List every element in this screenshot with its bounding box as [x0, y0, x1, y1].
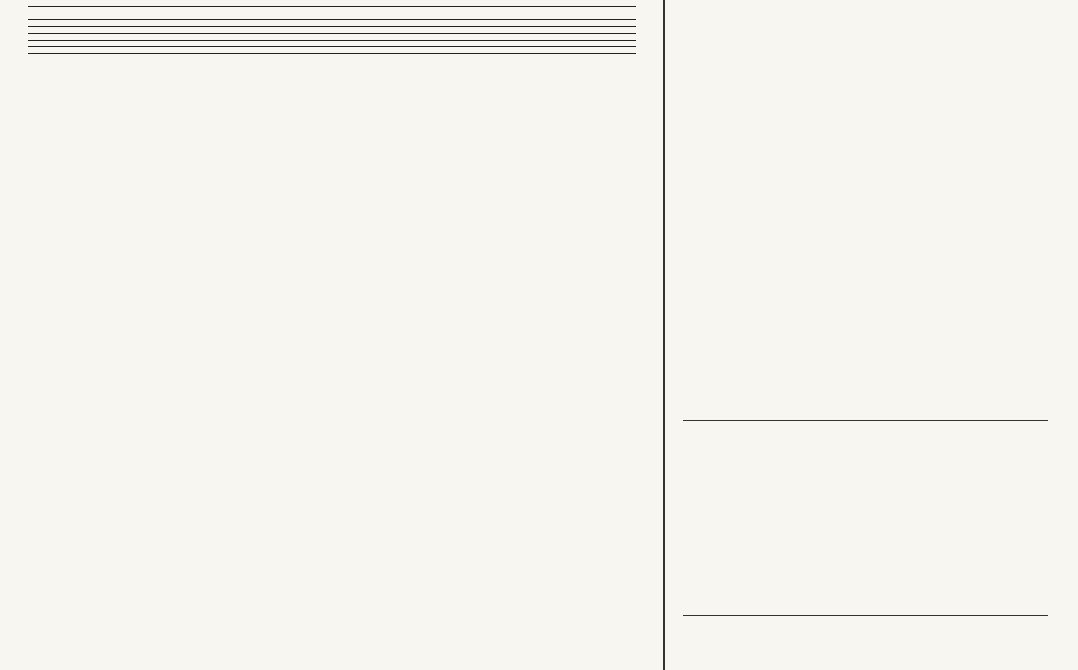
- footnotes: [685, 0, 1045, 6]
- section-divider: [28, 40, 636, 41]
- column-divider: [663, 0, 665, 670]
- section-divider: [28, 46, 636, 47]
- section-divider: [28, 53, 636, 54]
- section-divider: [28, 19, 636, 20]
- specifications-box: [683, 420, 1048, 616]
- section-divider: [28, 33, 636, 34]
- tyre-availability-title: [28, 56, 636, 64]
- equipment-table: [28, 0, 636, 64]
- section-divider: [28, 6, 636, 7]
- section-divider: [28, 26, 636, 27]
